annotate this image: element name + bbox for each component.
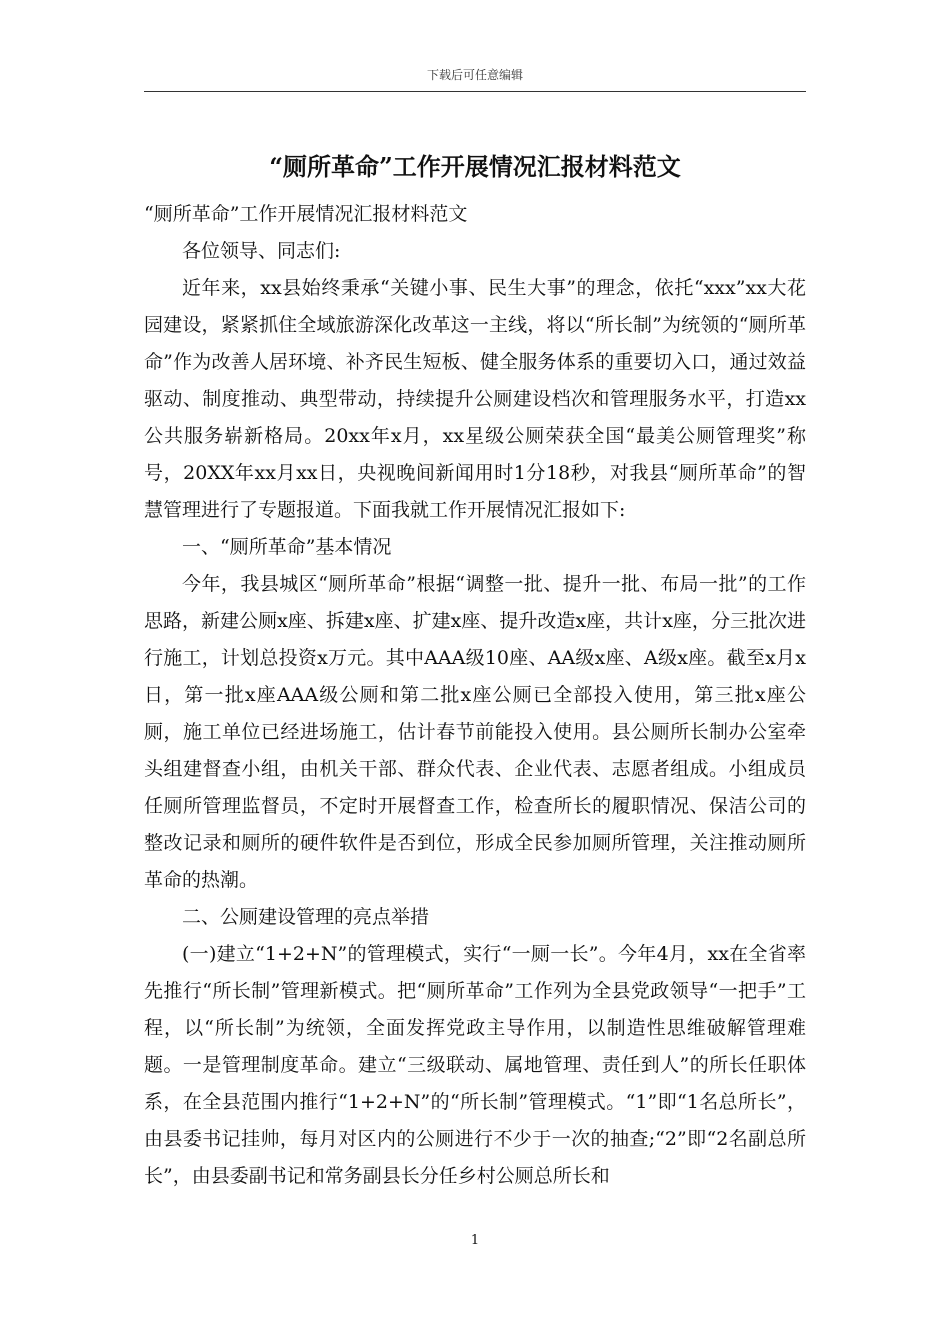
management-model-paragraph: (一)建立“1+2+N”的管理模式，实行“一厕一长”。今年4月，xx在全省率先推行“所长制”管理新模式。把“厕所革命”工作列为全县党政领导“一把手”工程，以“所长制”为统领，全面发挥党政主导作用，以制造性思维破解管理难题。一是管理制度革命。建立“三级联动、属地管理、责任到人”的所长任职体系，在全县范围内推行“1+2+N”的“所长制”管理模式。“1”即“1名总所长”，由县委书记挂帅，每月对区内的公厕进行不少于一次的抽查;“2”即“2名副总所长”，由县委副书记和常务副县长分任乡村公厕总所长和: [144, 943, 806, 1187]
basic-situation-paragraph: 今年，我县城区“厕所革命”根据“调整一批、提升一批、布局一批”的工作思路，新建公厕x座、拆建x座、扩建x座、提升改造x座，共计x座，分三批次进行施工，计划总投资x万元。其中AAA级10座、AA级x座、A级x座。截至x月x日，第一批x座AAA级公厕和第二批x座公厕已全部投入使用，第三批x座公厕，施工单位已经进场施工，估计春节前能投入使用。县公厕所长制办公室牵头组建督查小组，由机关干部、群众代表、企业代表、志愿者组成。小组成员任厕所管理监督员，不定时开展督查工作，检查所长的履职情况、保洁公司的整改记录和厕所的硬件软件是否到位，形成全民参加厕所管理，关注推动厕所革命的热潮。: [144, 573, 806, 891]
document-title: “厕所革命”工作开展情况汇报材料范文: [269, 152, 681, 181]
intro-paragraph: 近年来，xx县始终秉承“关键小事、民生大事”的理念，依托“xxx”xx大花园建设，紧紧抓住全域旅游深化改革这一主线，将以“所长制”为统领的“厕所革命”作为改善人居环境、补齐民生短板、健全服务体系的重要切入口，通过效益驱动、制度推动、典型带动，持续提升公厕建设档次和管理服务水平，打造xx公共服务崭新格局。20xx年x月，xx星级公厕荣获全国“最美公厕管理奖”称号，20XX年xx月xx日，央视晚间新闻用时1分18秒，对我县“厕所革命”的智慧管理进行了专题报道。下面我就工作开展情况汇报如下:: [144, 277, 806, 521]
header-note: 下载后可任意编辑: [426, 68, 523, 82]
section-heading-highlights: 二、公厕建设管理的亮点举措: [182, 906, 430, 928]
header-divider: [144, 91, 806, 92]
page-number: 1: [470, 1233, 480, 1248]
salutation-paragraph: 各位领导、同志们:: [182, 240, 341, 262]
document-body: [144, 196, 806, 1195]
repeated-title-paragraph: “厕所革命”工作开展情况汇报材料范文: [144, 203, 468, 225]
section-heading-basic-situation: 一、“厕所革命”基本情况: [182, 536, 392, 558]
